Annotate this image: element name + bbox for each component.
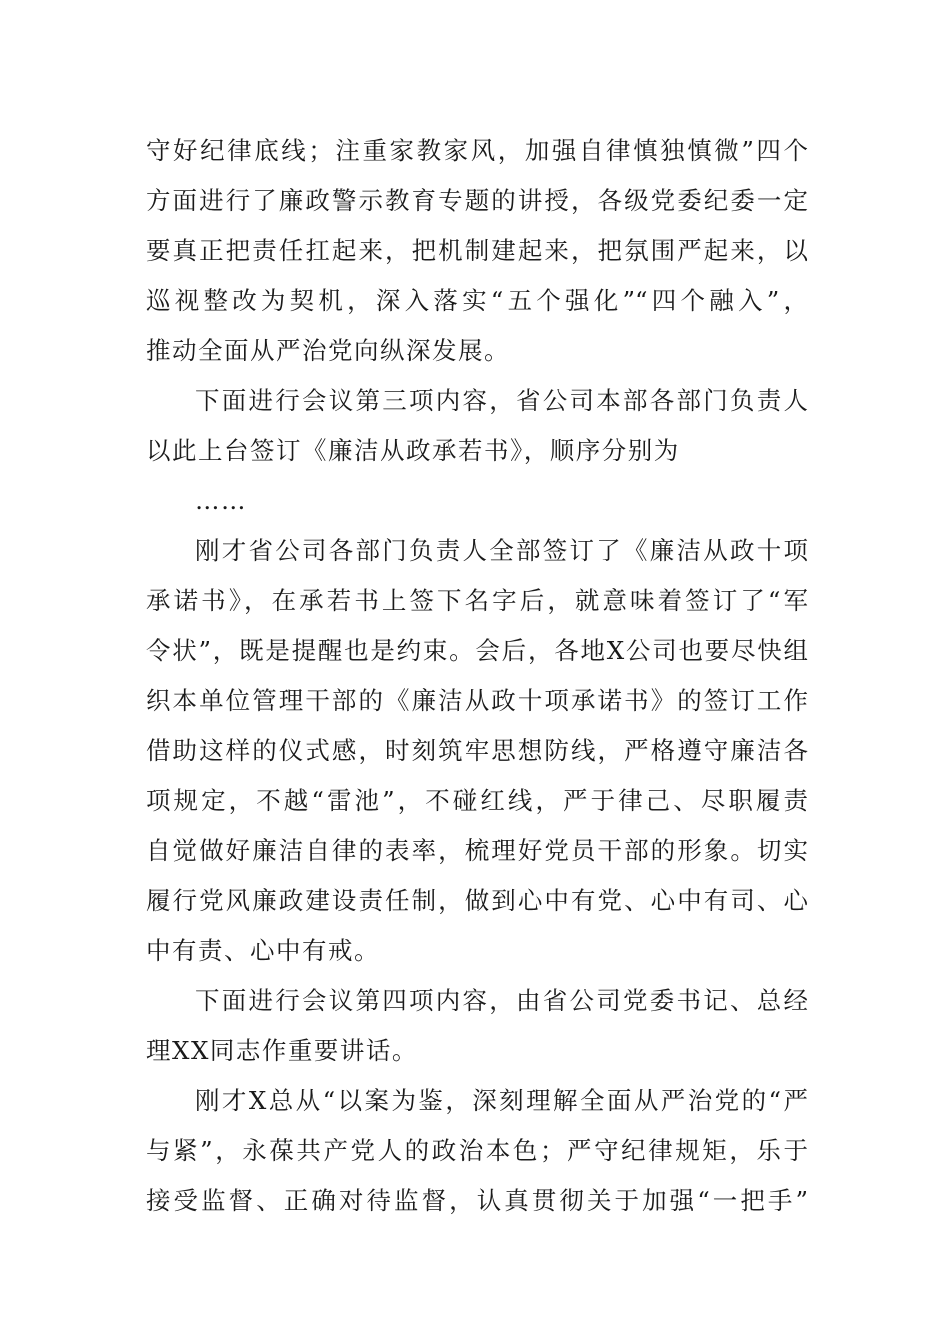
text-line: 承诺书》，在承若书上签下名字后，就意味着签订了“军 [146,586,808,615]
text-line: 履行党风廉政建设责任制，做到心中有党、心中有司、心 [146,886,808,915]
text-line: 下面进行会议第三项内容，省公司本部各部门负责人 [195,386,808,415]
text-line: 守好纪律底线；注重家教家风，加强自律慎独慎微”四个 [146,136,808,165]
text-line: 令状”，既是提醒也是约束。会后，各地X公司也要尽快组 [146,636,808,665]
text-line: 方面进行了廉政警示教育专题的讲授，各级党委纪委一定 [146,186,808,215]
text-line: 理XX同志作重要讲话。 [146,1036,418,1065]
text-line: 项规定，不越“雷池”，不碰红线，严于律己、尽职履责 [146,786,808,815]
text-line: 推动全面从严治党向纵深发展。 [146,336,510,365]
document-page [146,126,808,1226]
text-line: 借助这样的仪式感，时刻筑牢思想防线，严格遵守廉洁各 [146,736,808,765]
text-line: 巡视整改为契机，深入落实“五个强化”“四个融入”， [146,286,808,315]
text-line: 织本单位管理干部的《廉洁从政十项承诺书》的签订工作 [146,686,808,715]
text-line: 要真正把责任扛起来，把机制建起来，把氛围严起来，以 [146,236,808,265]
text-line: …… [195,486,247,515]
text-line: 自觉做好廉洁自律的表率，梳理好党员干部的形象。切实 [146,836,808,865]
text-line: 以此上台签订《廉洁从政承若书》，顺序分别为 [146,436,680,465]
text-line: 中有责、心中有戒。 [146,936,380,965]
text-line: 刚才X总从“以案为鉴，深刻理解全面从严治党的“严 [195,1086,808,1115]
text-line: 下面进行会议第四项内容，由省公司党委书记、总经 [195,986,808,1015]
text-line: 刚才省公司各部门负责人全部签订了《廉洁从政十项 [195,536,808,565]
text-line: 与紧”，永葆共产党人的政治本色；严守纪律规矩，乐于 [146,1136,808,1165]
text-line: 接受监督、正确对待监督，认真贯彻关于加强“一把手” [146,1186,808,1215]
